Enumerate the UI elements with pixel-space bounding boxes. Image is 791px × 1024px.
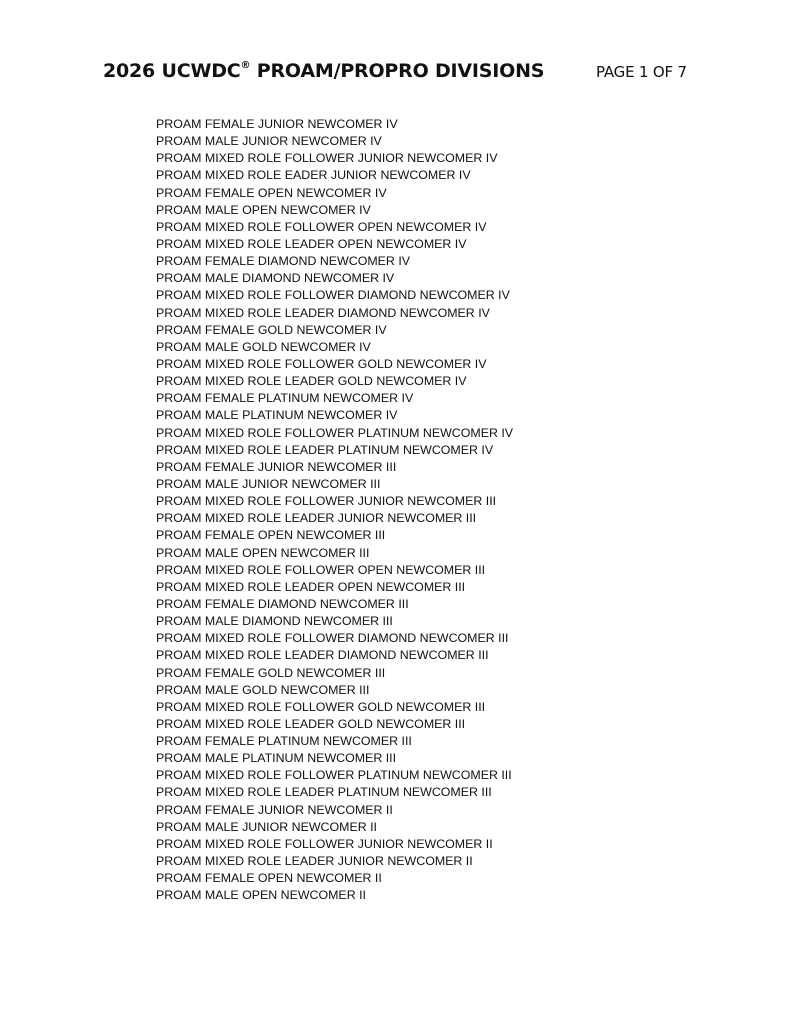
division-item: PROAM MALE DIAMOND NEWCOMER IV [156,271,395,286]
division-item: PROAM MALE JUNIOR NEWCOMER II [156,819,377,834]
division-item: PROAM MIXED ROLE LEADER OPEN NEWCOMER IV [156,236,467,251]
division-item: PROAM MALE JUNIOR NEWCOMER III [156,476,381,491]
division-item: PROAM MALE OPEN NEWCOMER II [156,888,366,903]
division-item: PROAM MALE DIAMOND NEWCOMER III [156,614,393,629]
division-item: PROAM MALE OPEN NEWCOMER III [156,545,370,560]
page-indicator: PAGE 1 OF 7 [596,63,687,81]
division-item: PROAM MIXED ROLE FOLLOWER JUNIOR NEWCOMER III [156,494,497,509]
division-item: PROAM FEMALE JUNIOR NEWCOMER II [156,802,393,817]
division-list [156,116,513,904]
division-item: PROAM FEMALE OPEN NEWCOMER IV [156,185,387,200]
division-item: PROAM MALE OPEN NEWCOMER IV [156,202,371,217]
division-item: PROAM MIXED ROLE LEADER DIAMOND NEWCOMER III [156,648,489,663]
division-item: PROAM MIXED ROLE LEADER GOLD NEWCOMER III [156,716,466,731]
division-item: PROAM MALE JUNIOR NEWCOMER IV [156,134,382,149]
document-title [103,56,544,86]
division-item: PROAM MIXED ROLE FOLLOWER PLATINUM NEWCOMER III [156,768,512,783]
division-item: PROAM FEMALE PLATINUM NEWCOMER III [156,734,412,749]
division-item: PROAM MIXED ROLE LEADER JUNIOR NEWCOMER III [156,511,477,526]
division-item: PROAM MALE GOLD NEWCOMER III [156,682,370,697]
division-item: PROAM MIXED ROLE FOLLOWER DIAMOND NEWCOMER III [156,631,509,646]
division-item: PROAM MIXED ROLE FOLLOWER PLATINUM NEWCOMER IV [156,425,514,440]
division-item: PROAM MALE PLATINUM NEWCOMER III [156,751,397,766]
division-item: PROAM MIXED ROLE LEADER OPEN NEWCOMER III [156,579,466,594]
division-item: PROAM MIXED ROLE FOLLOWER OPEN NEWCOMER III [156,562,486,577]
division-item: PROAM MIXED ROLE FOLLOWER GOLD NEWCOMER IV [156,356,487,371]
page-header [0,0,791,100]
division-item: PROAM FEMALE DIAMOND NEWCOMER III [156,596,409,611]
division-item: PROAM MIXED ROLE LEADER DIAMOND NEWCOMER IV [156,305,490,320]
document-title-main: 2026 UCWDC [103,60,241,82]
division-item: PROAM FEMALE DIAMOND NEWCOMER IV [156,254,411,269]
division-item: PROAM FEMALE JUNIOR NEWCOMER III [156,459,397,474]
registered-mark: ® [240,59,251,71]
division-item: PROAM FEMALE GOLD NEWCOMER III [156,665,386,680]
division-item: PROAM MIXED ROLE FOLLOWER OPEN NEWCOMER IV [156,219,487,234]
document-title-rest: PROAM/PROPRO DIVISIONS [250,60,545,82]
division-item: PROAM MALE GOLD NEWCOMER IV [156,339,371,354]
division-item: PROAM MALE PLATINUM NEWCOMER IV [156,408,398,423]
division-item: PROAM MIXED ROLE FOLLOWER DIAMOND NEWCOMER IV [156,288,510,303]
division-item: PROAM MIXED ROLE LEADER PLATINUM NEWCOMER IV [156,442,494,457]
division-item: PROAM MIXED ROLE FOLLOWER JUNIOR NEWCOMER IV [156,151,498,166]
division-item: PROAM FEMALE OPEN NEWCOMER II [156,871,382,886]
division-item: PROAM FEMALE JUNIOR NEWCOMER IV [156,117,398,131]
division-item: PROAM FEMALE OPEN NEWCOMER III [156,528,386,543]
division-item: PROAM MIXED ROLE LEADER PLATINUM NEWCOMER III [156,785,492,800]
division-item: PROAM MIXED ROLE EADER JUNIOR NEWCOMER IV [156,168,471,183]
division-item: PROAM MIXED ROLE FOLLOWER GOLD NEWCOMER III [156,699,486,714]
division-item: PROAM FEMALE GOLD NEWCOMER IV [156,322,387,337]
division-item: PROAM FEMALE PLATINUM NEWCOMER IV [156,391,414,406]
division-item: PROAM MIXED ROLE LEADER JUNIOR NEWCOMER II [156,854,473,869]
division-item: PROAM MIXED ROLE LEADER GOLD NEWCOMER IV [156,374,467,389]
division-item: PROAM MIXED ROLE FOLLOWER JUNIOR NEWCOMER II [156,836,493,851]
